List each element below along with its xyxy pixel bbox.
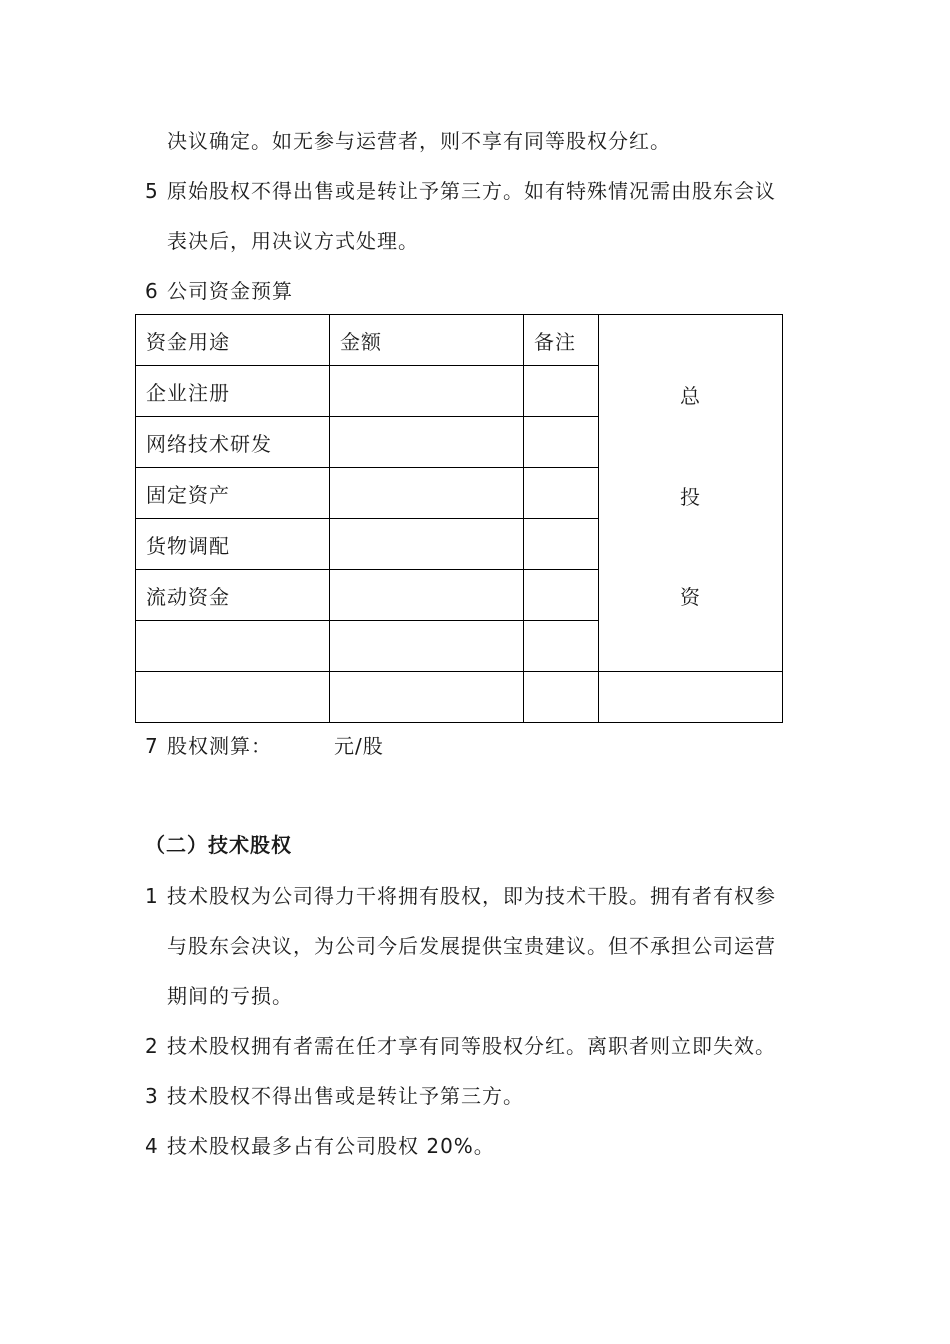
paragraph-6 <box>145 278 293 304</box>
row-label: 网络技术研发 <box>136 417 330 468</box>
tech-item-1-line-3: 期间的亏损。 <box>167 984 293 1008</box>
note-cell <box>524 366 599 417</box>
amount-cell <box>330 672 524 723</box>
item-number: 4 <box>145 1134 159 1158</box>
table-row <box>136 672 783 723</box>
tech-item-3-text: 技术股权不得出售或是转让予第三方。 <box>167 1084 524 1108</box>
row-label: 流动资金 <box>136 570 330 621</box>
amount-cell <box>330 519 524 570</box>
item-number: 6 <box>145 279 159 303</box>
tech-item-1-line-2: 与股东会决议，为公司今后发展提供宝贵建议。但不承担公司运营 <box>167 934 776 958</box>
total-char-2: 投 <box>680 484 701 509</box>
amount-cell <box>330 417 524 468</box>
row-label <box>136 621 330 672</box>
header-cell-note: 备注 <box>524 315 599 366</box>
paragraph-5-line-1: 原始股权不得出售或是转让予第三方。如有特殊情况需由股东会议 <box>167 179 776 203</box>
total-char-3: 资 <box>680 584 701 609</box>
note-cell <box>524 468 599 519</box>
row-label: 固定资产 <box>136 468 330 519</box>
price-per-share-unit: 元/股 <box>334 734 384 758</box>
note-cell <box>524 672 599 723</box>
header-cell-usage: 资金用途 <box>136 315 330 366</box>
item-number: 3 <box>145 1084 159 1108</box>
note-cell <box>524 519 599 570</box>
tech-item-1 <box>145 883 776 909</box>
table-header-row <box>136 315 783 366</box>
paragraph-7-text: 股权测算： <box>167 734 272 758</box>
tech-item-4 <box>145 1133 495 1159</box>
header-cell-amount: 金额 <box>330 315 524 366</box>
note-cell <box>524 417 599 468</box>
amount-cell <box>330 366 524 417</box>
tech-item-4-text: 技术股权最多占有公司股权 20%。 <box>167 1134 495 1158</box>
total-investment-cell <box>599 315 783 672</box>
section-2-title: （二）技术股权 <box>145 833 292 857</box>
budget-table <box>135 314 783 723</box>
tech-item-2-text: 技术股权拥有者需在任才享有同等股权分红。离职者则立即失效。 <box>167 1034 776 1058</box>
amount-cell <box>330 570 524 621</box>
note-cell <box>524 621 599 672</box>
total-char-1: 总 <box>680 383 701 408</box>
row-label: 货物调配 <box>136 519 330 570</box>
tech-item-2 <box>145 1033 776 1059</box>
note-cell <box>524 570 599 621</box>
paragraph-7 <box>145 733 272 759</box>
item-number: 2 <box>145 1034 159 1058</box>
item-number: 5 <box>145 179 159 203</box>
paragraph-5-line-2: 表决后，用决议方式处理。 <box>167 229 419 253</box>
item-number: 7 <box>145 734 159 758</box>
total-value-cell <box>599 672 783 723</box>
amount-cell <box>330 621 524 672</box>
item-number: 1 <box>145 884 159 908</box>
amount-cell <box>330 468 524 519</box>
row-label <box>136 672 330 723</box>
paragraph-6-text: 公司资金预算 <box>167 279 293 303</box>
paragraph-4-continuation: 决议确定。如无参与运营者，则不享有同等股权分红。 <box>167 129 671 153</box>
paragraph-5 <box>145 178 776 204</box>
tech-item-3 <box>145 1083 524 1109</box>
row-label: 企业注册 <box>136 366 330 417</box>
tech-item-1-line-1: 技术股权为公司得力干将拥有股权，即为技术干股。拥有者有权参 <box>167 884 776 908</box>
